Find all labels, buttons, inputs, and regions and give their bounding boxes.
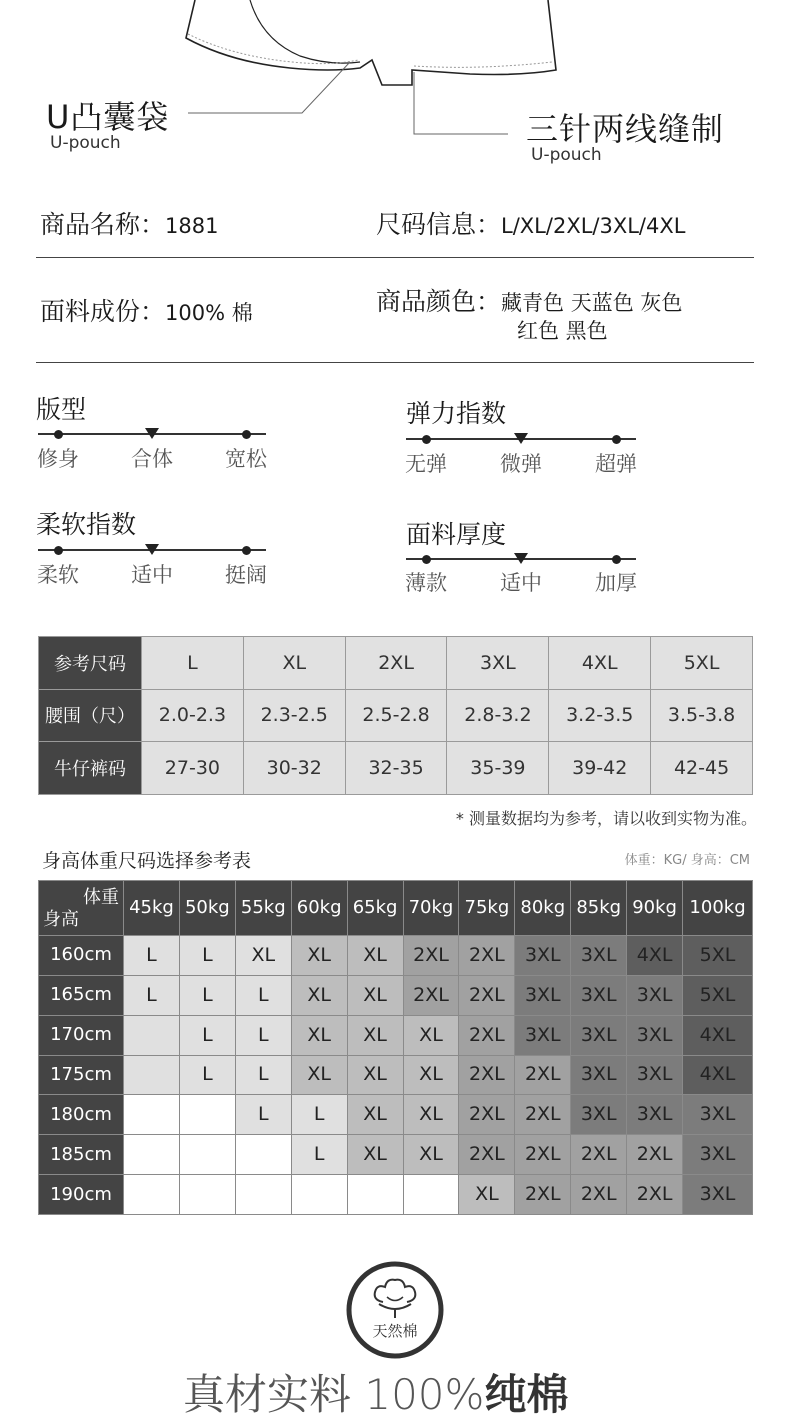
size-cell: 2XL (403, 975, 459, 1015)
table-cell: 2.3-2.5 (243, 689, 345, 742)
size-cell: 3XL (627, 1015, 683, 1055)
stitch-title: 三针两线缝制 (526, 110, 725, 148)
size-cell: 3XL (515, 1015, 571, 1055)
table-row (39, 975, 753, 1015)
size-cell: 2XL (459, 1095, 515, 1135)
logo-text: 天然棉 (372, 1322, 418, 1340)
table-cell: 2.5-2.8 (345, 689, 447, 742)
size-cell (124, 1095, 180, 1135)
size-cell: XL (291, 975, 347, 1015)
size-cell: L (291, 1095, 347, 1135)
size-cell: 3XL (683, 1135, 753, 1175)
size-cell: 3XL (571, 1095, 627, 1135)
measurement-note: * 测量数据均为参考，请以收到实物为准。 (455, 809, 757, 828)
height-header: 165cm (39, 975, 124, 1015)
size-cell: 5XL (683, 936, 753, 976)
table-cell: 3XL (447, 637, 549, 690)
table-cell: 5XL (651, 637, 753, 690)
size-cell: 2XL (459, 1055, 515, 1095)
size-cell: 3XL (571, 1015, 627, 1055)
size-cell: L (179, 975, 235, 1015)
cotton-logo (343, 1260, 447, 1360)
weight-header: 100kg (683, 881, 753, 936)
size-cell (179, 1135, 235, 1175)
scale-label: 合体 (131, 447, 173, 471)
size-cell: XL (347, 1055, 403, 1095)
table-row (39, 1015, 753, 1055)
table-cell: 2.8-3.2 (447, 689, 549, 742)
size-reference-table (38, 636, 753, 795)
color-value-line1: 藏青色 天蓝色 灰色 (501, 291, 683, 315)
stitch-subtitle: U-pouch (531, 145, 602, 165)
size-cell: L (124, 975, 180, 1015)
size-cell (347, 1175, 403, 1215)
u-pouch-title: U凸囊袋 (46, 98, 170, 136)
scale-label: 挺阔 (225, 563, 267, 587)
size-cell (235, 1135, 291, 1175)
table-cell: 4XL (549, 637, 651, 690)
table-row (39, 936, 753, 976)
fabric-value: 100% 棉 (165, 301, 253, 325)
size-cell: L (235, 1015, 291, 1055)
scale-label: 微弹 (500, 452, 542, 476)
size-cell: XL (403, 1015, 459, 1055)
table-row (39, 1095, 753, 1135)
fabric-label: 面料成份： (40, 297, 166, 326)
scale-dot (612, 435, 621, 444)
table-row (39, 637, 753, 690)
table-cell: 3.2-3.5 (549, 689, 651, 742)
size-cell: XL (403, 1135, 459, 1175)
scale-dot (242, 430, 251, 439)
size-cell: 4XL (683, 1015, 753, 1055)
size-cell: 3XL (627, 1095, 683, 1135)
table-cell: 32-35 (345, 742, 447, 795)
header-row (39, 881, 753, 936)
size-cell: XL (347, 936, 403, 976)
height-header: 175cm (39, 1055, 124, 1095)
size-info-row (376, 205, 685, 241)
u-pouch-subtitle: U-pouch (50, 133, 121, 153)
weight-header: 90kg (627, 881, 683, 936)
size-cell: 3XL (627, 975, 683, 1015)
size-cell: 2XL (571, 1175, 627, 1215)
scale-label: 宽松 (225, 447, 267, 471)
size-cell (403, 1175, 459, 1215)
table-cell: 3.5-3.8 (651, 689, 753, 742)
size-cell (124, 1135, 180, 1175)
slogan-light: 真材实料 100% (183, 1370, 485, 1419)
size-cell: 3XL (683, 1175, 753, 1215)
size-cell: 2XL (571, 1135, 627, 1175)
slogan-bold: 纯棉 (484, 1370, 569, 1419)
size-cell: 2XL (515, 1095, 571, 1135)
size-cell: 3XL (683, 1095, 753, 1135)
weight-header: 75kg (459, 881, 515, 936)
size-cell: XL (291, 1055, 347, 1095)
color-row (376, 282, 682, 318)
divider (36, 362, 754, 363)
table-cell: 35-39 (447, 742, 549, 795)
height-weight-table (38, 880, 753, 1215)
scale-label: 适中 (131, 563, 173, 587)
size-cell: 2XL (459, 1015, 515, 1055)
table-cell: XL (243, 637, 345, 690)
weight-header: 50kg (179, 881, 235, 936)
weight-header: 55kg (235, 881, 291, 936)
size-cell: L (235, 975, 291, 1015)
size-cell (124, 1175, 180, 1215)
table-cell: 2.0-2.3 (142, 689, 244, 742)
slogan (183, 1370, 568, 1420)
size-cell: 2XL (459, 1135, 515, 1175)
size-cell: XL (459, 1175, 515, 1215)
scale-label: 薄款 (405, 571, 447, 595)
size-cell: 3XL (571, 1055, 627, 1095)
divider (36, 257, 754, 258)
height-header: 185cm (39, 1135, 124, 1175)
size-cell: 4XL (627, 936, 683, 976)
size-cell: XL (291, 1015, 347, 1055)
size-info-label: 尺码信息： (376, 210, 502, 239)
height-header: 180cm (39, 1095, 124, 1135)
table-row (39, 742, 753, 795)
size-cell: 3XL (571, 936, 627, 976)
height-header: 160cm (39, 936, 124, 976)
scale-dot (612, 555, 621, 564)
hw-table-title: 身高体重尺码选择参考表 (42, 850, 252, 872)
size-cell (124, 1015, 180, 1055)
weight-header: 80kg (515, 881, 571, 936)
size-info-value: L/XL/2XL/3XL/4XL (501, 214, 686, 238)
scale-label: 加厚 (595, 571, 637, 595)
size-cell: 2XL (459, 975, 515, 1015)
table-cell: 39-42 (549, 742, 651, 795)
size-cell (179, 1175, 235, 1215)
size-cell: 2XL (459, 936, 515, 976)
row-header: 参考尺码 (39, 637, 142, 690)
size-cell (124, 1055, 180, 1095)
size-cell: L (235, 1055, 291, 1095)
size-cell: 4XL (683, 1055, 753, 1095)
scale-label: 超弹 (595, 452, 637, 476)
size-cell: 3XL (571, 975, 627, 1015)
table-row (39, 1055, 753, 1095)
table-cell: 2XL (345, 637, 447, 690)
table-cell: 42-45 (651, 742, 753, 795)
size-cell: XL (347, 1015, 403, 1055)
scale-label: 适中 (500, 571, 542, 595)
height-header: 170cm (39, 1015, 124, 1055)
weight-header: 65kg (347, 881, 403, 936)
weight-header: 70kg (403, 881, 459, 936)
size-cell: L (179, 1015, 235, 1055)
corner-height-label: 身高 (43, 909, 79, 930)
size-cell: 5XL (683, 975, 753, 1015)
size-cell: 2XL (515, 1175, 571, 1215)
size-cell: XL (403, 1055, 459, 1095)
size-cell: L (124, 936, 180, 976)
scale-dot (54, 430, 63, 439)
size-cell: XL (347, 975, 403, 1015)
size-cell (291, 1175, 347, 1215)
table-row (39, 1135, 753, 1175)
weight-header: 45kg (124, 881, 180, 936)
size-cell: L (179, 1055, 235, 1095)
weight-header: 60kg (291, 881, 347, 936)
size-cell (179, 1095, 235, 1135)
size-cell: L (235, 1095, 291, 1135)
scale-label: 无弹 (405, 452, 447, 476)
size-cell: XL (347, 1095, 403, 1135)
row-header: 腰围（尺） (39, 689, 142, 742)
hw-table-units: 体重：KG/ 身高：CM (624, 853, 750, 868)
selected-marker-icon (145, 544, 159, 555)
size-cell: 2XL (403, 936, 459, 976)
selected-marker-icon (514, 433, 528, 444)
selected-marker-icon (514, 553, 528, 564)
scale-dot (422, 555, 431, 564)
table-cell: 30-32 (243, 742, 345, 795)
size-cell: L (291, 1135, 347, 1175)
scale-title: 弹力指数 (406, 399, 507, 428)
corner-header (39, 881, 124, 936)
product-name-value: 1881 (165, 214, 219, 238)
size-cell (235, 1175, 291, 1215)
color-value-line2: 红色 黑色 (517, 319, 608, 343)
table-row (39, 689, 753, 742)
corner-weight-label: 体重 (83, 887, 119, 908)
product-name-label: 商品名称： (40, 210, 166, 239)
fabric-row (40, 292, 253, 328)
size-cell: 2XL (627, 1175, 683, 1215)
size-cell: XL (403, 1095, 459, 1135)
table-cell: L (142, 637, 244, 690)
size-cell: L (179, 936, 235, 976)
scale-title: 版型 (36, 395, 87, 424)
size-cell: XL (347, 1135, 403, 1175)
scale-dot (54, 546, 63, 555)
table-cell: 27-30 (142, 742, 244, 795)
size-cell: 2XL (515, 1055, 571, 1095)
size-cell: 2XL (627, 1135, 683, 1175)
size-cell: 3XL (515, 936, 571, 976)
scale-dot (422, 435, 431, 444)
size-cell: 3XL (515, 975, 571, 1015)
scale-label: 修身 (37, 447, 79, 471)
height-header: 190cm (39, 1175, 124, 1215)
size-cell: 2XL (515, 1135, 571, 1175)
scale-label: 柔软 (37, 563, 79, 587)
size-cell: XL (235, 936, 291, 976)
color-label: 商品颜色： (376, 287, 502, 316)
table-row (39, 1175, 753, 1215)
scale-title: 柔软指数 (36, 510, 137, 539)
weight-header: 85kg (571, 881, 627, 936)
size-cell: XL (291, 936, 347, 976)
selected-marker-icon (145, 428, 159, 439)
scale-dot (242, 546, 251, 555)
scale-title: 面料厚度 (406, 520, 507, 549)
product-name-row (40, 205, 218, 241)
row-header: 牛仔裤码 (39, 742, 142, 795)
size-cell: 3XL (627, 1055, 683, 1095)
